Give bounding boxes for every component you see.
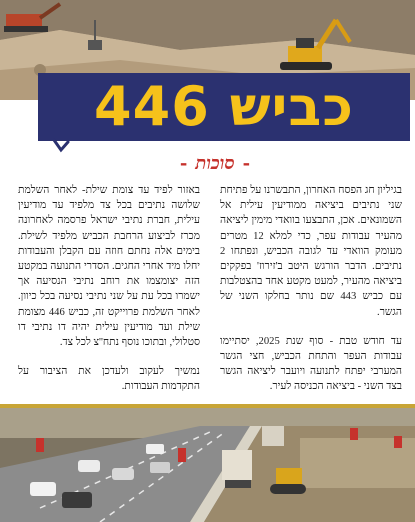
article-column-right [220,183,402,438]
article-column-left [18,183,200,409]
paragraph: עד חודש טבת - סוף שנת 2025, יסתיימו עבודות העפר והתחת הכביש, חצי הגשר המערבי יפתח לתנועה ויועבר ליציאה הגשר בצד השני - ביציאה הכניסה לעיר. [220,335,402,393]
section-subtitle [150,151,280,175]
title-banner [38,73,410,141]
paragraph: נמשיך לעקוב ולעדכן את הציבור על התקדמות העבודות. [18,366,200,393]
title-caret-icon [52,138,70,154]
subtitle-dash-right: - [242,152,251,174]
highway-scene [0,408,415,522]
paragraph: באזור לפיד עד צומת שילת- לאחר השלמת שלושה נתיבים בכל צד מלפיד עד מודיעין עילית, חברת נתיבי ישראל פרסמה לאחרונה מכרז לביצוע הרחבת הכביש מלפיד לשילת. בימים אלה נחתם חוזה עם הקבלן והעבודות יחלו מיד אחרי החגים. הסדרי התנועה במקטע הזה יצומצמו את רוחב נתיבי הנסיעה אך ישמרו בכל עת על שני נתיבי נסיעה בכל כיוון. לאחר השלמת פרוייקט זה, כביש 446 מצומת שילת ועד מודיעין עילית יהיה דו נתיבי דו סטלולי, ובתוכו נוסף נתח''צ לכל צד. [18,185,200,349]
page-title: כביש 446 [94,75,354,138]
road-works-photo-bottom [0,408,415,522]
paragraph: בגיליון חג הפסח האחרון, התבשרנו על פתיחת שני נתיבים ביציאה ממודיעין עילית אל השמונאים. אכן, התבצעו בוואדי מימין ליציאה מהעיר עבודות עפר, כדי למלא 12 מטרים מעומק הוואדי עד לגובה הכביש, ונפתחו 2 נתיבים. הדבר הורגש היטב ב'זירוז' בפקקים ביציאה מהעיר, למעט מקטע אחד בהצטלבות עם כביש 443 שם נותר בחלקו השני של הגשר. [220,185,402,318]
subtitle-text: סוכות [195,152,235,174]
subtitle-dash-left: - [179,152,188,174]
